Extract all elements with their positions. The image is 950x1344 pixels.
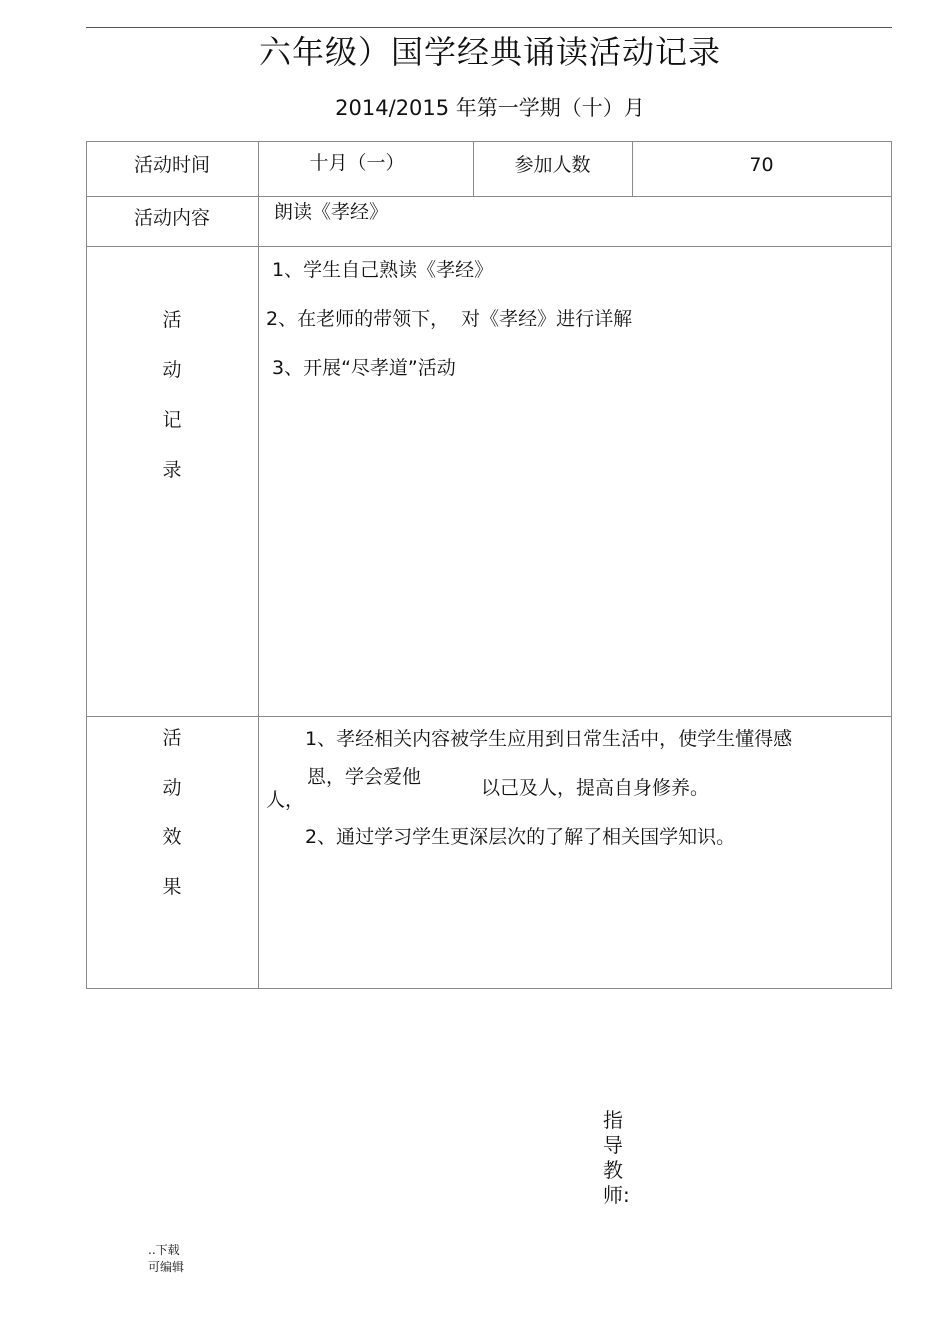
footer-editable: 可编辑 [148, 1260, 185, 1274]
table-row-divider [86, 246, 892, 247]
effect-label-char: 果 [162, 876, 182, 898]
table-border-bottom [86, 988, 892, 989]
page-title: 六年级）国学经典诵读活动记录 [258, 33, 721, 71]
effect-text-line: 2、通过学习学生更深层次的了解了相关国学知识。 [305, 826, 736, 848]
effect-label-char: 活 [162, 727, 182, 749]
top-rule [86, 27, 892, 28]
table-row-divider [86, 716, 892, 717]
effect-text-line: 1、孝经相关内容被学生应用到日常生活中，使学生懂得感 [305, 728, 793, 750]
record-label-char: 活 [162, 309, 182, 331]
effect-text-fragment: 以己及人，提高自身修养。 [481, 777, 710, 799]
footer-download: ..下载 [148, 1243, 180, 1257]
effect-label-char: 效 [162, 826, 182, 848]
instructor-signature-label [603, 1108, 643, 1208]
record-label-char: 录 [162, 459, 182, 481]
record-item: 3、开展“尽孝道”活动 [272, 357, 456, 379]
effect-text-fragment: 恩，学会爱他 [307, 766, 422, 788]
time-label: 活动时间 [133, 154, 210, 176]
content-value: 朗读《孝经》 [274, 201, 389, 223]
record-label-char: 记 [162, 409, 182, 431]
table-column-divider [258, 141, 259, 989]
page-subtitle: 2014/2015 年第一学期（十）月 [335, 96, 645, 120]
record-item: 2、在老师的带领下， 对《孝经》进行详解 [266, 308, 633, 330]
table-row-divider [86, 196, 892, 197]
signature-char: 教 [603, 1158, 623, 1182]
signature-char: 师: [603, 1183, 630, 1207]
time-value: 十月（一） [309, 152, 405, 174]
participants-label: 参加人数 [514, 154, 591, 176]
record-item: 1、学生自己熟读《孝经》 [272, 259, 494, 281]
effect-text-fragment: 人， [266, 789, 305, 811]
table-border-right [891, 141, 892, 989]
record-label-char: 动 [162, 359, 182, 381]
table-border-left [86, 141, 87, 989]
signature-char: 导 [603, 1133, 623, 1157]
participants-value: 70 [749, 154, 774, 176]
table-border-top [86, 141, 892, 142]
effect-label-char: 动 [162, 777, 182, 799]
content-label: 活动内容 [133, 207, 210, 229]
signature-char: 指 [603, 1108, 623, 1132]
